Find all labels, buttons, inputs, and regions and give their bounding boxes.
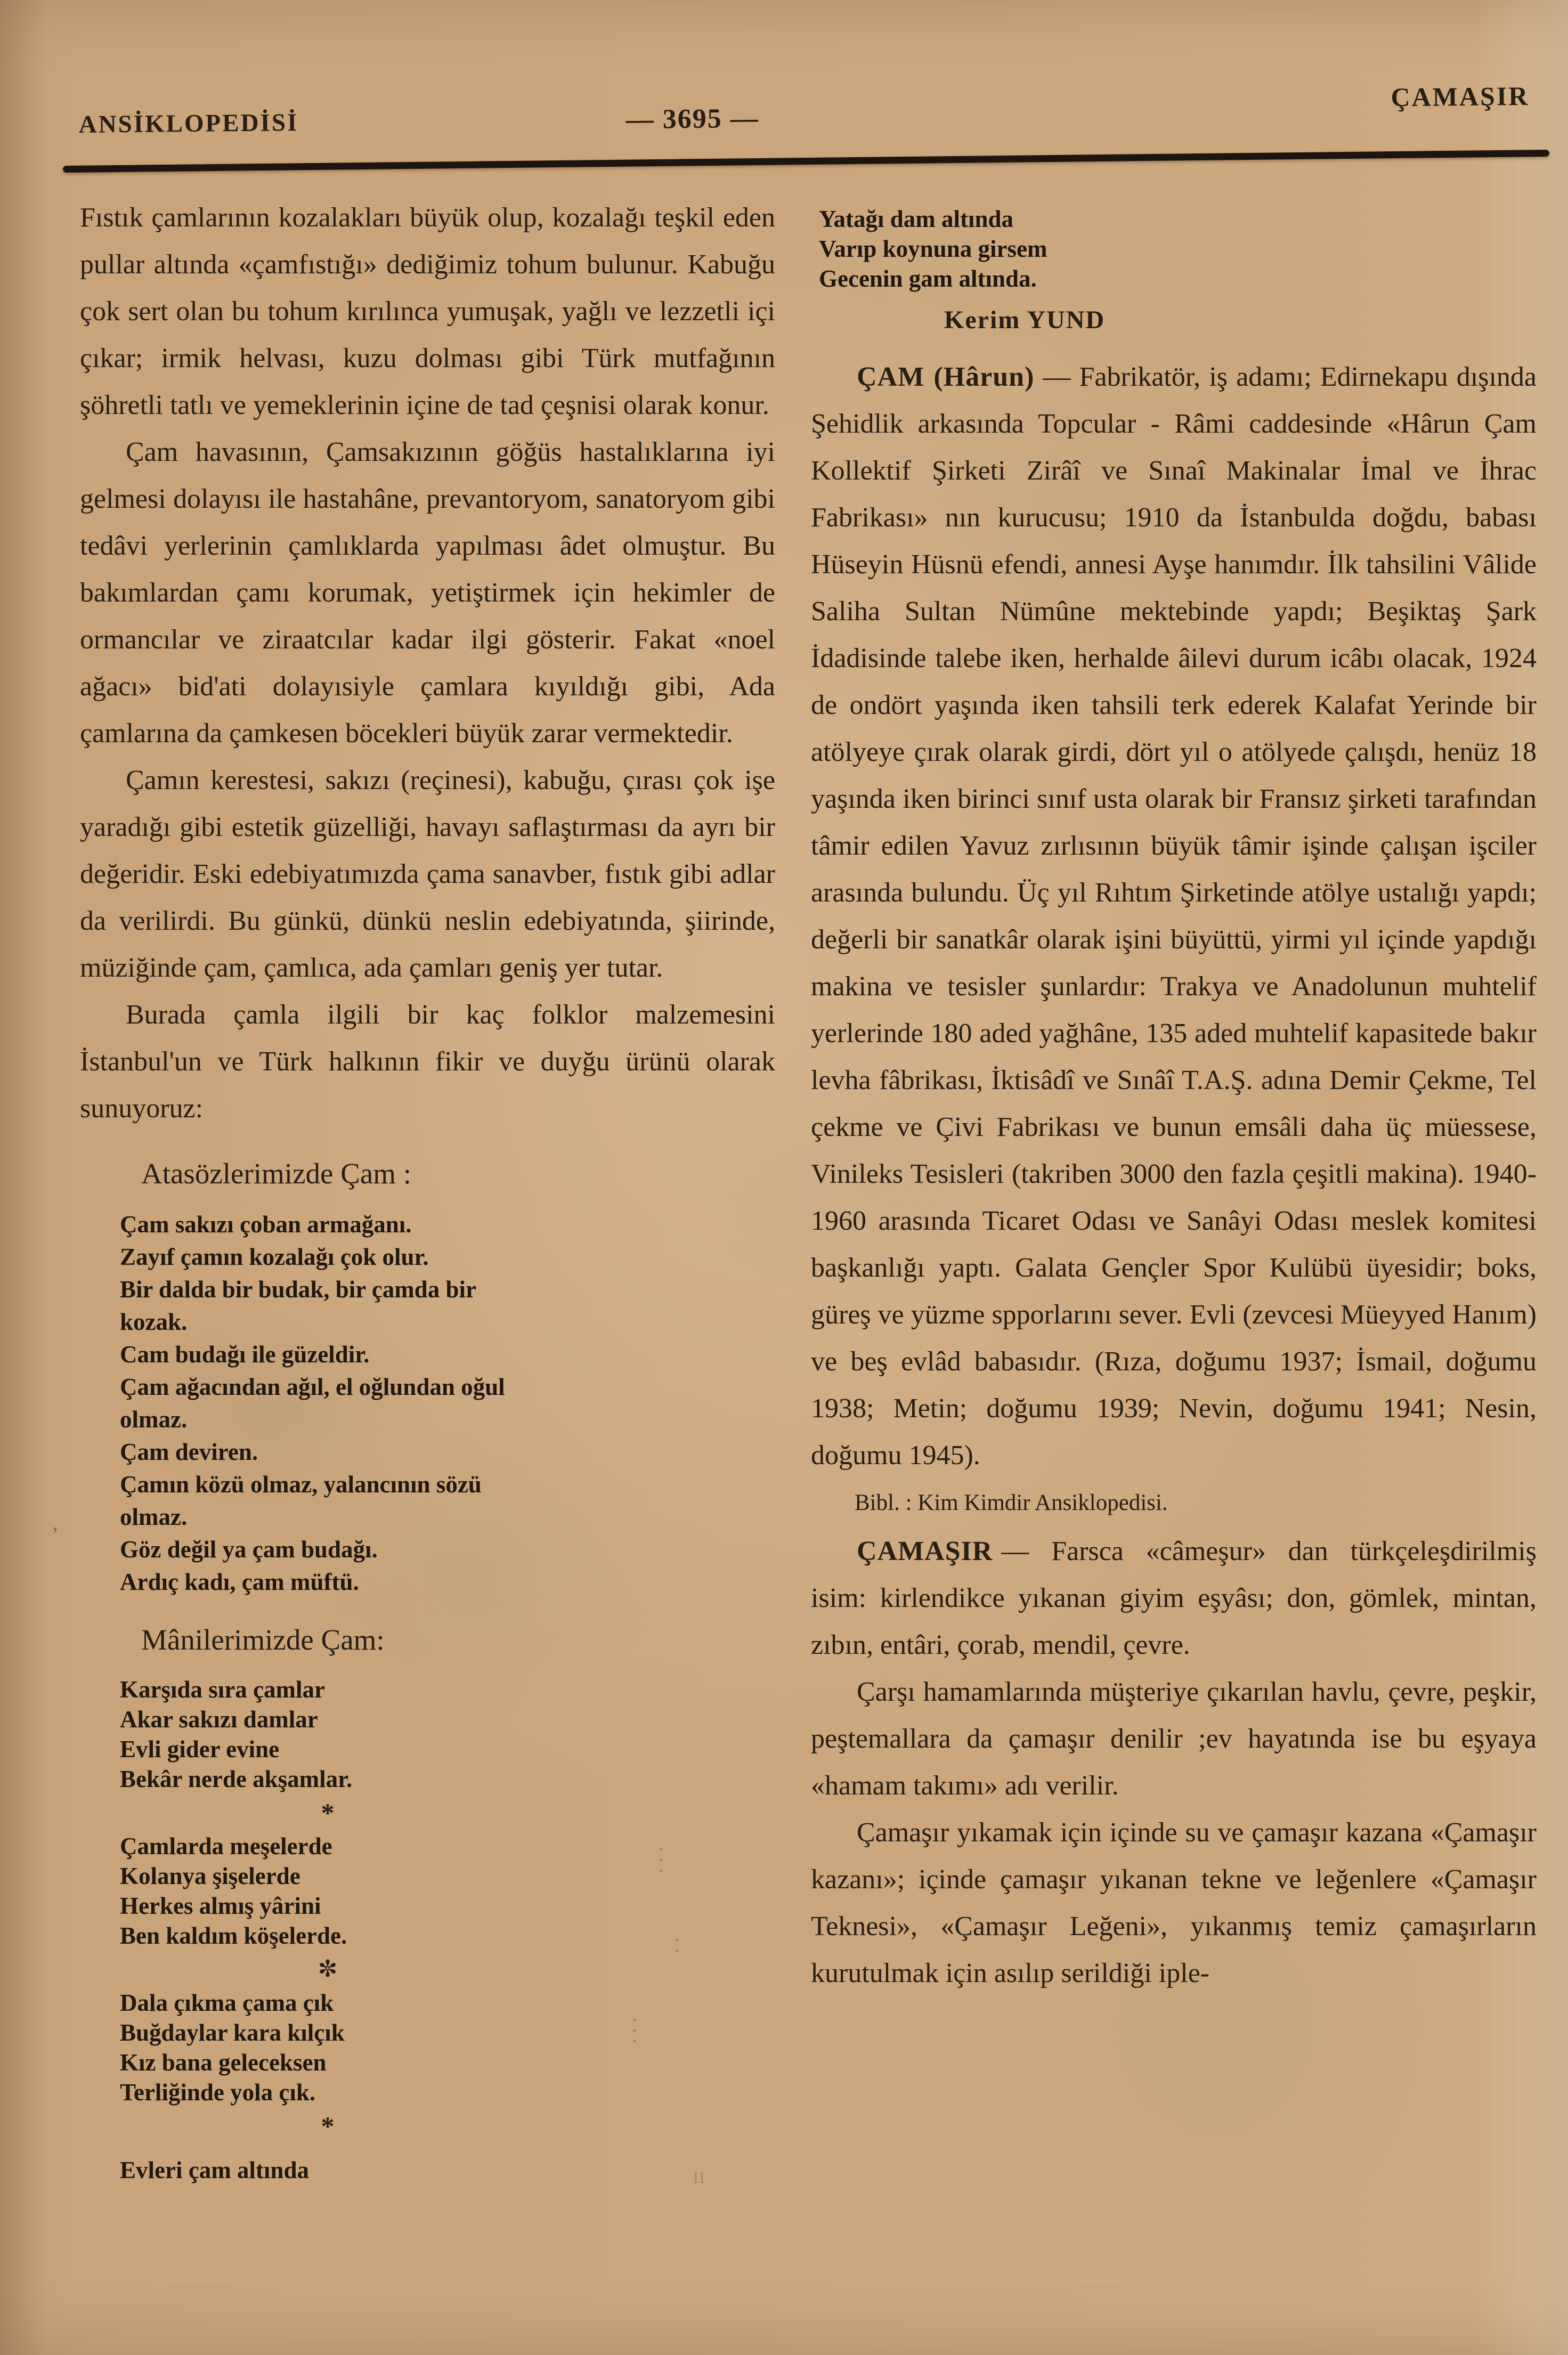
proverbs-list [120, 1208, 535, 1598]
mani-line: Evli gider evine [120, 1736, 280, 1763]
mani-line: Karşıda sıra çamlar [120, 1676, 325, 1703]
scan-artifact: ıı [693, 2164, 705, 2188]
article-camasir [811, 1528, 1537, 1669]
page-number: — 3695 — [625, 103, 759, 135]
verse-separator: * [321, 2111, 335, 2141]
mani-line: Çamlarda meşelerde [120, 1833, 332, 1859]
left-column [80, 194, 775, 2185]
mani-line: Kız bana geleceksen [120, 2049, 327, 2076]
section-heading-manis: Mânilerimizde Çam: [141, 1623, 385, 1656]
proverb-line: Bir dalda bir budak, bir çamda bir kozak. [120, 1276, 476, 1335]
mani-line: Herkes almış yârini [120, 1893, 321, 1919]
verse-separator-ornament: ✼ [318, 1955, 338, 1983]
right-column [811, 204, 1537, 1997]
mani-line: Gecenin gam altında. [819, 265, 1037, 292]
mani-line: Kolanya şişelerde [120, 1863, 300, 1889]
scan-artifact: ··· [621, 2016, 646, 2048]
mani-line: Akar sakızı damlar [120, 1706, 318, 1733]
proverb-line: Ardıç kadı, çam müftü. [120, 1569, 359, 1595]
proverb-line: Çam ağacından ağıl, el oğlundan oğul olmaz. [120, 1374, 505, 1433]
paragraph: Çarşı hamamlarında müşteriye çıkarılan havlu, çevre, peşkir, peştemallara da çamaşır denilir ;ev hayatında ise bu eşyaya «hamam takımı» adı verilir. [811, 1677, 1537, 1801]
mani-line: Dala çıkma çama çık [120, 1989, 334, 2016]
mani-verses [120, 1675, 535, 2185]
journal-title: ANSİKLOPEDİSİ [78, 109, 299, 139]
proverb-line: Çam deviren. [120, 1439, 258, 1465]
mani-line: Terliğinde yola çık. [120, 2079, 316, 2106]
proverb-line: Çam sakızı çoban armağanı. [120, 1211, 412, 1238]
paragraph: Fıstık çamlarının kozalakları büyük olup, kozalağı teşkil eden pullar altında «çamfıstığı» dediğimiz tohum bulunur. Kabuğu çok sert olan bu tohum kırılınca yumuşak, yağlı ve lezzetli içi çıkar; irmik helvası, kuzu dolması gibi Türk mutfağının şöhretli tatlı ve yemeklerinin içine de tad çeşnisi olarak konur. [80, 202, 775, 420]
mani-line: Evleri çam altında [120, 2157, 309, 2183]
scan-artifact: ··· [648, 1846, 673, 1878]
paragraph: Burada çamla ilgili bir kaç folklor malzemesini İstanbul'un ve Türk halkının fikir ve duyğu ürünü olarak sunuyoruz: [80, 1000, 775, 1124]
article-body: — Farsca «câmeşur» dan türkçeleşdirilmiş isim: kirlendikce yıkanan giyim eşyâsı; don, gömlek, mintan, zıbın, entâri, çorab, mendil, çevre. [811, 1536, 1537, 1660]
article-cam-harun [811, 354, 1537, 1479]
running-title: ÇAMAŞIR [1391, 80, 1530, 112]
verse-separator: * [321, 1798, 335, 1828]
proverb-line: Çamın közü olmaz, yalancının sözü olmaz. [120, 1471, 482, 1530]
mani-line: Yatağı dam altında [819, 206, 1014, 232]
author-attribution: Kerim YUND [944, 306, 1106, 334]
scan-artifact: ʼ [51, 1523, 59, 1548]
article-headword: ÇAM (Hârun) [857, 362, 1035, 392]
mani-line: Bekâr nerde akşamlar. [120, 1766, 353, 1792]
paragraph: Çamaşır yıkamak için içinde su ve çamaşır kazana «Çamaşır kazanı»; içinde çamaşır yıkanan tekne ve leğenlere «Çamaşır Teknesi», «Çamaşır Leğeni», yıkanmış temiz çamaşırların kurutulmak için asılıp serildiği iple- [811, 1817, 1537, 1988]
bibliography-note: Bibl. : Kim Kimdir Ansiklopedisi. [855, 1490, 1168, 1515]
proverb-line: Zayıf çamın kozalağı çok olur. [120, 1244, 429, 1270]
header-rule [63, 150, 1549, 173]
article-body: — Fabrikatör, iş adamı; Edirnekapu dışında Şehidlik arkasında Topcular - Râmi caddesinde «Hârun Çam Kollektif Şirketi Zirâî ve Sınaî Makinalar İmal ve İhrac Fabrikası» nın kurucusu; 1910 da İstanbulda doğdu, babası Hüseyin Hüsnü efendi, annesi Ayşe hanımdır. İlk tahsilini Vâlide Saliha Sultan Nümûne mektebinde yapdı; Beşiktaş Şark İdadisinde talebe iken, herhalde âilevi durum icâbı olacak, 1924 de ondört yaşında iken tahsili terk ederek Kalafat Yerinde bir atölyeye çırak olarak girdi, dört yıl o atölyede çalışdı, henüz 18 yaşında iken birinci sınıf usta olarak bir Fransız şirketi tarafından tâmir edilen Yavuz zırlısının büyük tâmir işinde çalışan işciler arasında bulundu. Üç yıl Rıhtım Şirketinde atölye ustalığı yapdı; değerli bir sanatkâr olarak işini büyüttü, yirmi yıl içinde yapdığı makina ve tesisler şunlardır: Trakya ve Anadolunun muhtelif yerlerinde 180 aded yağhâne, 135 aded muhtelif kapasitede bakır levha fâbrikası, İktisâdî ve Sınâî T.A.Ş. adına Demir Çekme, Tel çekme ve Çivi Fabrikası ve bunun emsâli daha üç müessese, Vinileks Tesisleri (takriben 3000 den fazla çeşitli makina). 1940-1960 arasında Ticaret Odası ve Sanâyi Odası meslek komitesi başkanlığı yaptı. Galata Gençler Spor Kulübü üyesidir; boks, güreş ve yüzme spporlarını sever. Evli (zevcesi Müeyyed Hanım) ve beş evlâd babasıdır. (Rıza, doğumu 1937; İsmail, doğumu 1938; Metin; doğumu 1939; Nevin, doğumu 1941; Nesin, doğumu 1945). [811, 362, 1537, 1471]
mani-line: Ben kaldım köşelerde. [120, 1922, 347, 1949]
scan-artifact: ·· [664, 1936, 689, 1958]
article-headword: ÇAMAŞIR [857, 1536, 993, 1566]
proverb-line: Cam budağı ile güzeldir. [120, 1341, 370, 1368]
mani-line: Varıp koynuna girsem [819, 236, 1047, 262]
paragraph: Çam havasının, Çamsakızının göğüs hastalıklarına iyi gelmesi dolayısı ile hastahâne, prevantoryom, sanatoryom gibi tedâvi yerlerinin çamlıklarda yapılması âdet olmuştur. Bu bakımlardan çamı korumak, yetiştirmek için hekimler de ormancılar ve ziraatcılar kadar ilgi gösterir. Fakat «noel ağacı» bid'ati dolayısiyle çamlara kıyıldığı gibi, Ada çamlarına da çamkesen böcekleri büyük zarar vermektedir. [80, 437, 775, 749]
paragraph: Çamın kerestesi, sakızı (reçinesi), kabuğu, çırası çok işe yaradığı gibi estetik güzelliği, havayı saflaştırması da ayrı bir değeridir. Eski edebiyatımızda çama sanavber, fıstık gibi adlar da verilirdi. Bu günkü, dünkü neslin edebiyatında, şiirinde, müziğinde çam, çamlıca, ada çamları geniş yer tutar. [80, 765, 775, 983]
mani-verses-continuation [819, 204, 1160, 294]
section-heading-proverbs: Atasözlerimizde Çam : [141, 1157, 412, 1190]
proverb-line: Göz değil ya çam budağı. [120, 1536, 378, 1563]
mani-line: Buğdaylar kara kılçık [120, 2019, 345, 2046]
